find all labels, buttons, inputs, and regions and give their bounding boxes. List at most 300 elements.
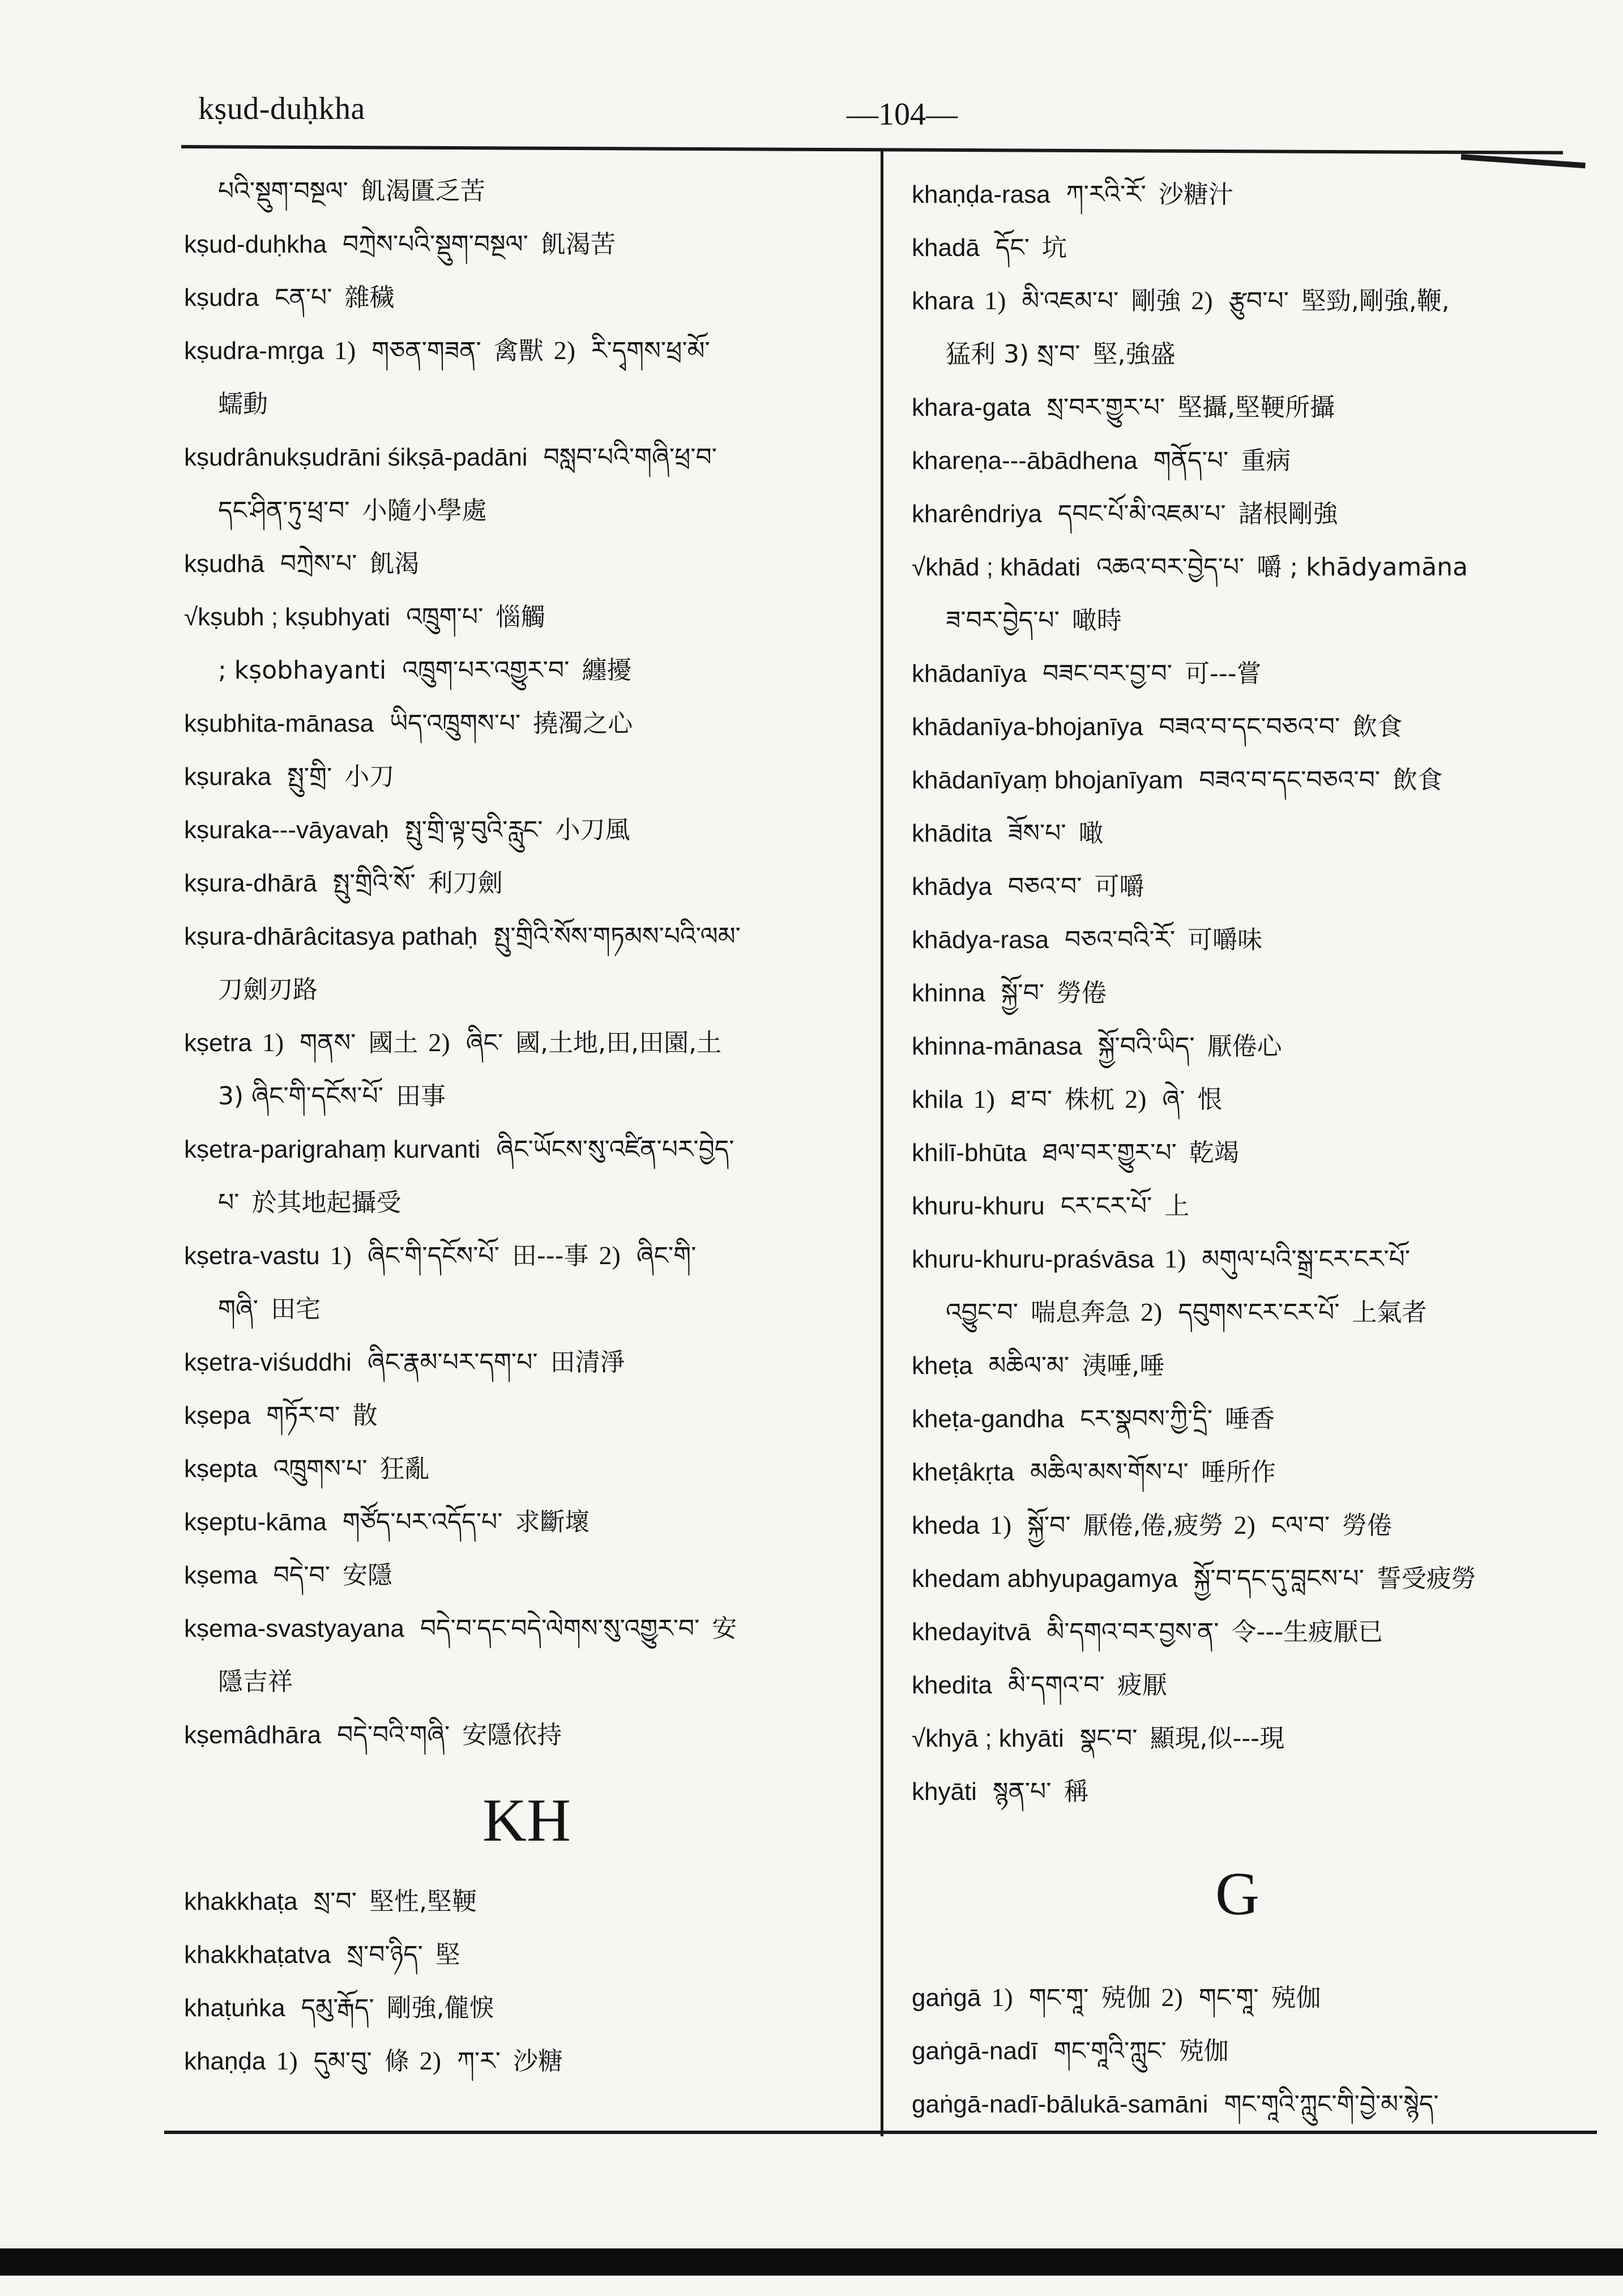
chinese-equivalent: 刀劍刃路 xyxy=(218,975,318,1004)
chinese-equivalent: 散 xyxy=(352,1401,378,1430)
headword: khinna-mānasa xyxy=(912,1032,1082,1060)
chinese-equivalent: 纏擾 xyxy=(582,656,632,685)
chinese-equivalent: 撓濁之心 xyxy=(533,709,633,738)
chinese-equivalent: 小刀風 xyxy=(555,816,630,844)
tibetan-equivalent: མགུལ་པའི་སྒྲ་ངར་ངར་པོ་ xyxy=(1202,1245,1411,1274)
tibetan-equivalent: བཅའ་བའི་རོ་ xyxy=(1065,925,1176,954)
tibetan-equivalent: སྲ་བར་གྱུར་པ་ xyxy=(1047,393,1165,422)
dictionary-entry xyxy=(912,434,1563,487)
left-kh-entries xyxy=(184,1875,869,2088)
sense-number: 2) xyxy=(1125,1085,1147,1113)
dictionary-entry xyxy=(184,324,869,377)
sense-number: 1) xyxy=(334,336,356,365)
scan-edge-band xyxy=(0,2248,1623,2276)
headword: kṣura-dhārâcitasya pathaḥ xyxy=(184,923,478,950)
headword: √ khyā ; khyāti xyxy=(912,1725,1064,1752)
headword: kṣudra-mṛga xyxy=(184,337,324,365)
headword: khaṇḍa xyxy=(184,2047,266,2075)
chinese-equivalent: 稱 xyxy=(1064,1777,1089,1806)
chinese-equivalent: 剛強,儱悷 xyxy=(386,1994,494,2022)
chinese-equivalent: 噉 xyxy=(1078,819,1104,848)
tibetan-equivalent: མི་དགའ་བ་ xyxy=(1007,1671,1105,1700)
chinese-equivalent: 利刀劍 xyxy=(428,869,503,898)
tibetan-equivalent: བདེ་བ་ xyxy=(273,1561,330,1590)
entry-continuation xyxy=(912,594,1563,647)
tibetan-equivalent: དབང་པོ་མི་འཇམ་པ་ xyxy=(1057,500,1226,528)
entry-continuation xyxy=(184,377,869,430)
chinese-equivalent: 坑 xyxy=(1042,233,1067,262)
dictionary-entry xyxy=(912,647,1563,700)
headword: khara-gata xyxy=(912,394,1031,421)
chinese-equivalent: 隱吉祥 xyxy=(218,1667,293,1696)
dictionary-entry xyxy=(184,537,869,590)
tibetan-equivalent: མི་འཇམ་པ་ xyxy=(1022,287,1119,315)
chinese-equivalent: 顯現,似---現 xyxy=(1150,1724,1285,1753)
headword: khilī-bhūta xyxy=(912,1139,1027,1167)
tibetan-equivalent: སྲ་བ་ཉིད་ xyxy=(347,1940,423,1969)
tibetan-equivalent: ཀ་རའི་རོ་ xyxy=(1066,180,1146,209)
sense-number: 1) xyxy=(984,286,1006,315)
headword: khādanīya xyxy=(912,660,1027,688)
dictionary-entry xyxy=(184,1875,869,1928)
chinese-equivalent: 飲食 xyxy=(1352,712,1403,741)
sense-number: 2) xyxy=(428,1028,450,1057)
tibetan-equivalent: ཞིང་རྣམ་པར་དག་པ་ xyxy=(367,1348,538,1377)
chinese-equivalent: 小隨小學處 xyxy=(362,496,487,525)
tibetan-equivalent: བཅའ་བ་ xyxy=(1007,872,1082,901)
tibetan-equivalent: གང་གཱའི་ཀླུང་ xyxy=(1053,2037,1167,2065)
dictionary-entry xyxy=(912,753,1563,806)
entry-continuation xyxy=(184,1282,869,1335)
dictionary-entry xyxy=(184,271,869,324)
continuation-text: ; kṣobhayanti xyxy=(218,656,387,685)
continuation-text: 3) ཞིང་གི་དངོས་པོ་ xyxy=(218,1082,384,1111)
tibetan-equivalent: སྤུ་གྲིའི་སོ་ xyxy=(332,869,416,898)
headword: khila xyxy=(912,1086,963,1113)
continuation-text: 猛利 3) སྲ་བ་ xyxy=(946,340,1080,369)
headword: khareṇa---ābādhena xyxy=(912,447,1138,475)
dictionary-entry xyxy=(184,803,869,856)
entry-continuation xyxy=(912,327,1563,381)
sense-number: 1) xyxy=(1164,1244,1186,1273)
chinese-equivalent: 上 xyxy=(1164,1192,1190,1220)
entry-continuation xyxy=(184,643,869,697)
tibetan-equivalent: གནོད་པ་ xyxy=(1153,446,1229,475)
continuation-text: འབྱུང་བ་ xyxy=(946,1298,1018,1327)
dictionary-entry xyxy=(184,750,869,803)
tibetan-equivalent: དམུ་རྒོད་ xyxy=(301,1994,374,2022)
tibetan-equivalent: བདེ་བ་དང་བདེ་ལེགས་སུ་འགྱུར་བ་ xyxy=(420,1614,700,1643)
chinese-equivalent: 田---事 xyxy=(511,1241,589,1270)
dictionary-entry xyxy=(184,1442,869,1495)
tibetan-equivalent: འཁྲུགས་པ་ xyxy=(273,1454,368,1483)
tibetan-equivalent: ངན་པ་ xyxy=(275,283,332,312)
chinese-equivalent: 狂亂 xyxy=(379,1454,430,1483)
chinese-equivalent: 恨 xyxy=(1197,1085,1223,1114)
dictionary-entry xyxy=(184,1928,869,1981)
chinese-equivalent: 條 xyxy=(384,2047,409,2076)
tibetan-equivalent: སྙན་པ་ xyxy=(992,1777,1052,1806)
headword: kharêndriya xyxy=(912,500,1042,528)
headword: khaṭuṅka xyxy=(184,1994,285,2022)
continuation-text: གཞི་ xyxy=(218,1295,259,1324)
dictionary-entry xyxy=(184,2034,869,2088)
tibetan-equivalent: གཅན་གཟན་ xyxy=(371,336,481,365)
tibetan-equivalent: ཀ་ར་ xyxy=(457,2047,501,2076)
headword: kṣetra-viśuddhi xyxy=(184,1348,352,1376)
tibetan-equivalent: གཙོད་པར་འདོད་པ་ xyxy=(342,1508,503,1537)
chinese-equivalent: 飢渴 xyxy=(369,549,420,578)
dictionary-entry xyxy=(184,590,869,643)
chinese-equivalent: 田清淨 xyxy=(550,1348,625,1377)
sense-number: 1) xyxy=(989,1510,1012,1539)
chinese-equivalent: 蠕動 xyxy=(218,390,268,419)
headword: kṣetra-vastu xyxy=(184,1242,320,1270)
chinese-equivalent: 誓受疲勞 xyxy=(1376,1564,1476,1593)
tibetan-equivalent: གང་གཱ་ xyxy=(1198,1983,1259,2012)
headword: khadā xyxy=(912,234,980,262)
headword: kṣeptu-kāma xyxy=(184,1508,327,1536)
sense-number: 1) xyxy=(330,1241,352,1270)
dictionary-entry xyxy=(912,913,1563,966)
tibetan-equivalent: ཡིད་འཁྲུགས་པ་ xyxy=(390,709,521,738)
sense-number: 2) xyxy=(1161,1983,1183,2012)
tibetan-equivalent: ཟོས་པ་ xyxy=(1007,819,1066,848)
chinese-equivalent: 諸根剛強 xyxy=(1238,500,1338,528)
headword: kheṭa-gandha xyxy=(912,1405,1065,1433)
chinese-equivalent: 國,土地,田,田園,土 xyxy=(515,1028,722,1057)
dictionary-entry xyxy=(912,1605,1563,1658)
tibetan-equivalent: དུམ་བུ་ xyxy=(313,2047,372,2076)
dictionary-entry xyxy=(184,430,869,484)
chinese-equivalent: 唾所作 xyxy=(1201,1458,1276,1487)
dictionary-entry xyxy=(912,1392,1563,1445)
dictionary-entry xyxy=(184,910,869,963)
entry-continuation xyxy=(184,164,869,217)
section-heading-kh: KH xyxy=(482,1787,571,1854)
dictionary-entry xyxy=(912,2024,1563,2077)
tibetan-equivalent: བཀྲེས་པའི་སྡུག་བསྔལ་ xyxy=(342,230,528,259)
headword: kṣudrânukṣudrāni śikṣā-padāni xyxy=(184,443,528,471)
dictionary-entry xyxy=(184,1016,869,1069)
chinese-equivalent: 沙糖汁 xyxy=(1158,180,1233,209)
tibetan-equivalent: སྤུ་གྲི་ལྟ་བུའི་རླུང་ xyxy=(404,816,543,844)
headword: khaṇḍa-rasa xyxy=(912,181,1050,208)
tibetan-equivalent: གང་གཱ་ xyxy=(1028,1983,1089,2012)
top-rule xyxy=(181,145,1563,155)
dictionary-entry xyxy=(912,381,1563,434)
chinese-equivalent: 殑伽 xyxy=(1101,1983,1151,2012)
chinese-equivalent: 沙糖 xyxy=(512,2047,563,2076)
sense-number: 2) xyxy=(553,336,576,365)
chinese-equivalent: 國土 xyxy=(368,1028,418,1057)
chinese-equivalent: 令---生疲厭已 xyxy=(1231,1618,1383,1646)
headword: kṣetra xyxy=(184,1029,252,1057)
tibetan-equivalent: ཐ་བ་ xyxy=(1010,1085,1053,1114)
headword: khādya xyxy=(912,873,992,901)
headword: khādanīya-bhojanīya xyxy=(912,713,1143,741)
dictionary-entry xyxy=(912,1339,1563,1392)
left-entries xyxy=(184,164,869,1761)
chinese-equivalent: 飢渴苦 xyxy=(540,230,616,259)
chinese-equivalent: 疲厭 xyxy=(1117,1671,1167,1700)
dictionary-entry xyxy=(912,274,1563,327)
headword: kṣuraka xyxy=(184,763,272,791)
tibetan-equivalent: བཟའ་བ་དང་བཅའ་བ་ xyxy=(1199,766,1381,795)
tibetan-equivalent: འཁྲུག་པ་ xyxy=(406,603,484,631)
entry-continuation xyxy=(912,1286,1563,1339)
dictionary-entry xyxy=(912,1499,1563,1552)
headword: khuru-khuru-praśvāsa xyxy=(912,1245,1154,1273)
headword: khedayitvā xyxy=(912,1618,1031,1646)
dictionary-entry xyxy=(912,487,1563,540)
headword: kheṭa xyxy=(912,1352,973,1380)
tibetan-equivalent: བཟའ་བ་དང་བཅའ་བ་ xyxy=(1159,712,1340,741)
headword: kṣema xyxy=(184,1561,258,1589)
entry-continuation xyxy=(184,484,869,537)
tibetan-equivalent: སྐྱོ་བ་དང་དུ་བླངས་པ་ xyxy=(1193,1564,1364,1593)
dictionary-entry xyxy=(912,806,1563,860)
dictionary-entry xyxy=(912,1712,1563,1765)
headword: gaṅgā xyxy=(912,1984,981,2012)
entry-continuation xyxy=(184,963,869,1016)
headword: kṣemâdhāra xyxy=(184,1721,322,1749)
sense-number: 1) xyxy=(991,1983,1013,2012)
section-heading-g: G xyxy=(1215,1860,1259,1928)
bottom-rule xyxy=(164,2131,1597,2134)
chinese-equivalent: 求斷壞 xyxy=(515,1508,590,1537)
chinese-equivalent: 雜穢 xyxy=(344,283,395,312)
headword: khādita xyxy=(912,820,992,847)
tibetan-equivalent: སྐྱོ་བ་ xyxy=(1027,1511,1071,1540)
chinese-equivalent: 上氣者 xyxy=(1352,1298,1427,1327)
sense-number: 1) xyxy=(276,2046,298,2075)
tibetan-equivalent: རྩུབ་པ་ xyxy=(1228,287,1289,315)
tibetan-equivalent: མཆིལ་མས་གོས་པ་ xyxy=(1030,1458,1189,1487)
dictionary-entry xyxy=(184,697,869,750)
headword: kṣudra xyxy=(184,284,259,311)
chinese-equivalent: 株杌 xyxy=(1065,1085,1115,1114)
dictionary-entry xyxy=(184,1548,869,1602)
headword: kṣema-svastyayana xyxy=(184,1615,404,1642)
dictionary-entry xyxy=(912,1179,1563,1232)
chinese-equivalent: 可---嘗 xyxy=(1185,659,1262,688)
headword: khādanīyaṃ bhojanīyam xyxy=(912,766,1184,794)
sense-number: 2) xyxy=(599,1241,621,1270)
chinese-equivalent: 唾香 xyxy=(1224,1405,1275,1433)
dictionary-entry xyxy=(184,1229,869,1282)
dictionary-entry xyxy=(184,1708,869,1761)
tibetan-equivalent: བདེ་བའི་གཞི་ xyxy=(337,1721,450,1749)
tibetan-equivalent: དོང་ xyxy=(995,233,1030,262)
dictionary-entry xyxy=(184,1602,869,1655)
continuation-text: པ་ xyxy=(218,1188,240,1217)
right-column xyxy=(912,168,1563,2131)
chinese-equivalent: 可嚼味 xyxy=(1188,925,1263,954)
chinese-equivalent: 洟唾,唾 xyxy=(1082,1351,1165,1380)
chinese-equivalent: 堅攝,堅鞕所攝 xyxy=(1177,393,1335,422)
headword: khyāti xyxy=(912,1778,977,1806)
continuation-text: དང་ཤིན་ཏུ་ཕྲ་བ་ xyxy=(218,496,350,525)
chinese-equivalent: 於其地起攝受 xyxy=(251,1188,402,1217)
tibetan-equivalent: སྐྱོ་བ་ xyxy=(1001,979,1045,1008)
headword: kṣud-duḥkha xyxy=(184,231,327,258)
tibetan-equivalent: ངར་ངར་པོ་ xyxy=(1060,1192,1152,1220)
chinese-equivalent: 禽獸 xyxy=(493,336,544,365)
tibetan-equivalent: ཐལ་བར་གྱུར་པ་ xyxy=(1043,1138,1177,1167)
dictionary-entry xyxy=(912,2077,1563,2131)
chinese-equivalent: 堅勁,剛強,鞭, xyxy=(1301,287,1450,315)
entry-continuation xyxy=(184,1176,869,1229)
dictionary-entry xyxy=(912,1073,1563,1126)
tibetan-equivalent: བཀྲེས་པ་ xyxy=(280,549,357,578)
chinese-equivalent: 可嚼 xyxy=(1094,872,1144,901)
chinese-equivalent: 惱觸 xyxy=(496,603,546,631)
tibetan-equivalent: སྣང་བ་ xyxy=(1079,1724,1138,1753)
chinese-equivalent: 嚼 ; khādyamāna xyxy=(1257,553,1468,582)
headword: khedam abhyupagamya xyxy=(912,1565,1178,1593)
headword: khakkhaṭatva xyxy=(184,1941,331,1969)
headword: √ kṣubh ; kṣubhyati xyxy=(184,603,390,631)
headword: kṣetra-parigrahaṃ kurvanti xyxy=(184,1136,481,1163)
dictionary-entry xyxy=(912,700,1563,753)
sense-number: 2) xyxy=(1191,286,1213,315)
dictionary-entry xyxy=(912,1658,1563,1712)
tibetan-equivalent: འཆའ་བར་བྱེད་པ་ xyxy=(1096,553,1245,582)
chinese-equivalent: 安隱依持 xyxy=(462,1721,562,1749)
chinese-equivalent: 安隱 xyxy=(342,1561,392,1590)
dictionary-entry xyxy=(184,1981,869,2034)
tibetan-equivalent: སྲ་བ་ xyxy=(313,1887,357,1916)
chinese-equivalent: 田事 xyxy=(396,1082,446,1111)
tibetan-equivalent: སྤུ་གྲིའི་སོས་གཏམས་པའི་ལམ་ xyxy=(493,922,741,951)
headword: kṣepta xyxy=(184,1455,258,1483)
headword: gaṅgā-nadī xyxy=(912,2037,1038,2065)
tibetan-equivalent: ཞིང་ xyxy=(465,1028,503,1057)
entry-continuation xyxy=(184,1069,869,1123)
headword: gaṅgā-nadī-bālukā-samāni xyxy=(912,2090,1208,2118)
dictionary-entry xyxy=(912,1445,1563,1499)
tibetan-equivalent: གཏོར་བ་ xyxy=(266,1401,340,1430)
headword: kṣura-dhārā xyxy=(184,869,317,897)
chinese-equivalent: 勞倦 xyxy=(1342,1511,1393,1540)
dictionary-entry xyxy=(912,860,1563,913)
headword: khuru-khuru xyxy=(912,1192,1045,1220)
dictionary-entry xyxy=(184,1495,869,1548)
chinese-equivalent: 堅性,堅鞕 xyxy=(369,1887,477,1916)
headword: khādya-rasa xyxy=(912,926,1049,954)
chinese-equivalent: 堅,強盛 xyxy=(1092,340,1176,369)
dictionary-entry xyxy=(912,1019,1563,1073)
dictionary-entry xyxy=(912,1232,1563,1286)
sense-number: 2) xyxy=(1233,1510,1255,1539)
tibetan-equivalent: དབུགས་ངར་ངར་པོ་ xyxy=(1178,1298,1340,1327)
dictionary-entry xyxy=(912,1552,1563,1605)
dictionary-entry xyxy=(912,1765,1563,1818)
tibetan-equivalent: བཟང་བར་བྱ་བ་ xyxy=(1043,659,1172,688)
dictionary-entry xyxy=(184,856,869,910)
headword: kṣuraka---vāyavaḥ xyxy=(184,816,389,844)
tibetan-equivalent: ཞིང་ཡོངས་སུ་འཛིན་པར་བྱེད་ xyxy=(496,1135,734,1164)
dictionary-entry xyxy=(912,168,1563,221)
chinese-equivalent: 喘息奔急 xyxy=(1031,1298,1130,1327)
chinese-equivalent: 厭倦,倦,疲勞 xyxy=(1083,1511,1224,1540)
tibetan-equivalent: འཁྲུག་པར་འགྱུར་བ་ xyxy=(402,656,570,685)
chinese-equivalent: 厭倦心 xyxy=(1207,1032,1282,1061)
tibetan-equivalent: སྤུ་གྲི་ xyxy=(287,762,332,791)
left-column xyxy=(184,164,869,2088)
chinese-equivalent: 乾竭 xyxy=(1189,1138,1239,1167)
chinese-equivalent: 飢渴匱乏苦 xyxy=(360,177,485,206)
dictionary-entry xyxy=(184,1123,869,1176)
column-divider xyxy=(881,148,883,2136)
dictionary-entry xyxy=(912,540,1563,594)
sense-number: 1) xyxy=(973,1085,995,1113)
chinese-equivalent: 田宅 xyxy=(271,1295,321,1324)
tibetan-equivalent: ཞིང་གི་དངོས་པོ་ xyxy=(367,1241,499,1270)
tibetan-equivalent: ངལ་བ་ xyxy=(1271,1511,1330,1540)
chinese-equivalent: 殑伽 xyxy=(1178,2037,1229,2065)
chinese-equivalent: 堅 xyxy=(435,1940,460,1969)
tibetan-equivalent: མཆིལ་མ་ xyxy=(988,1351,1070,1380)
headword: khara xyxy=(912,287,975,315)
dictionary-entry xyxy=(912,966,1563,1019)
headword: kheṭâkṛta xyxy=(912,1458,1014,1486)
headword: khedita xyxy=(912,1671,992,1699)
running-header: kṣud-duḥkha xyxy=(198,91,365,126)
sense-number: 1) xyxy=(262,1028,284,1057)
chinese-equivalent: 飲食 xyxy=(1393,766,1443,795)
tibetan-equivalent: གནས་ xyxy=(300,1028,356,1057)
headword: kṣubhita-mānasa xyxy=(184,710,374,737)
chinese-equivalent: 小刀 xyxy=(344,762,395,791)
entry-continuation xyxy=(184,1655,869,1708)
dictionary-entry xyxy=(184,1389,869,1442)
tibetan-equivalent: གང་གཱའི་ཀླུང་གི་བྱེ་མ་སྙེད་ xyxy=(1224,2090,1439,2119)
headword: khakkhaṭa xyxy=(184,1888,298,1915)
sense-number: 2) xyxy=(1141,1298,1163,1326)
chinese-equivalent: 剛強 xyxy=(1131,287,1181,315)
top-rule-curl xyxy=(1461,154,1586,168)
tibetan-equivalent: བསླབ་པའི་གཞི་ཕྲ་བ་ xyxy=(543,443,717,472)
dictionary-entry xyxy=(912,221,1563,274)
continuation-text: ཟ་བར་བྱེད་པ་ xyxy=(946,606,1060,635)
sense-number: 2) xyxy=(419,2046,442,2075)
chinese-equivalent: 安 xyxy=(712,1614,737,1643)
headword: kṣepa xyxy=(184,1402,251,1429)
page-number: —104— xyxy=(847,97,958,132)
tibetan-equivalent: ངར་སྣབས་ཀྱི་དྲི་ xyxy=(1080,1405,1212,1433)
chinese-equivalent: 勞倦 xyxy=(1057,979,1107,1008)
chinese-equivalent: 重病 xyxy=(1241,446,1291,475)
headword: kṣudhā xyxy=(184,550,264,578)
right-g-entries xyxy=(912,1971,1563,2131)
headword: √ khād ; khādati xyxy=(912,553,1080,581)
tibetan-equivalent: ཞིང་གི་ xyxy=(636,1241,697,1270)
tibetan-equivalent: མི་དགའ་བར་བྱས་ན་ xyxy=(1047,1618,1219,1646)
dictionary-entry xyxy=(912,1971,1563,2024)
tibetan-equivalent: སྐྱོ་བའི་ཡིད་ xyxy=(1097,1032,1195,1061)
headword: kheda xyxy=(912,1512,980,1539)
headword: khinna xyxy=(912,979,985,1007)
dictionary-entry xyxy=(912,1126,1563,1179)
tibetan-equivalent: རི་དྭགས་ཕྲ་མོ་ xyxy=(591,336,710,365)
right-entries xyxy=(912,168,1563,1818)
chinese-equivalent: 噉時 xyxy=(1071,606,1122,635)
dictionary-entry xyxy=(184,1335,869,1389)
continuation-text: པའི་སྡུག་བསྔལ་ xyxy=(218,177,348,206)
chinese-equivalent: 殑伽 xyxy=(1271,1983,1321,2012)
